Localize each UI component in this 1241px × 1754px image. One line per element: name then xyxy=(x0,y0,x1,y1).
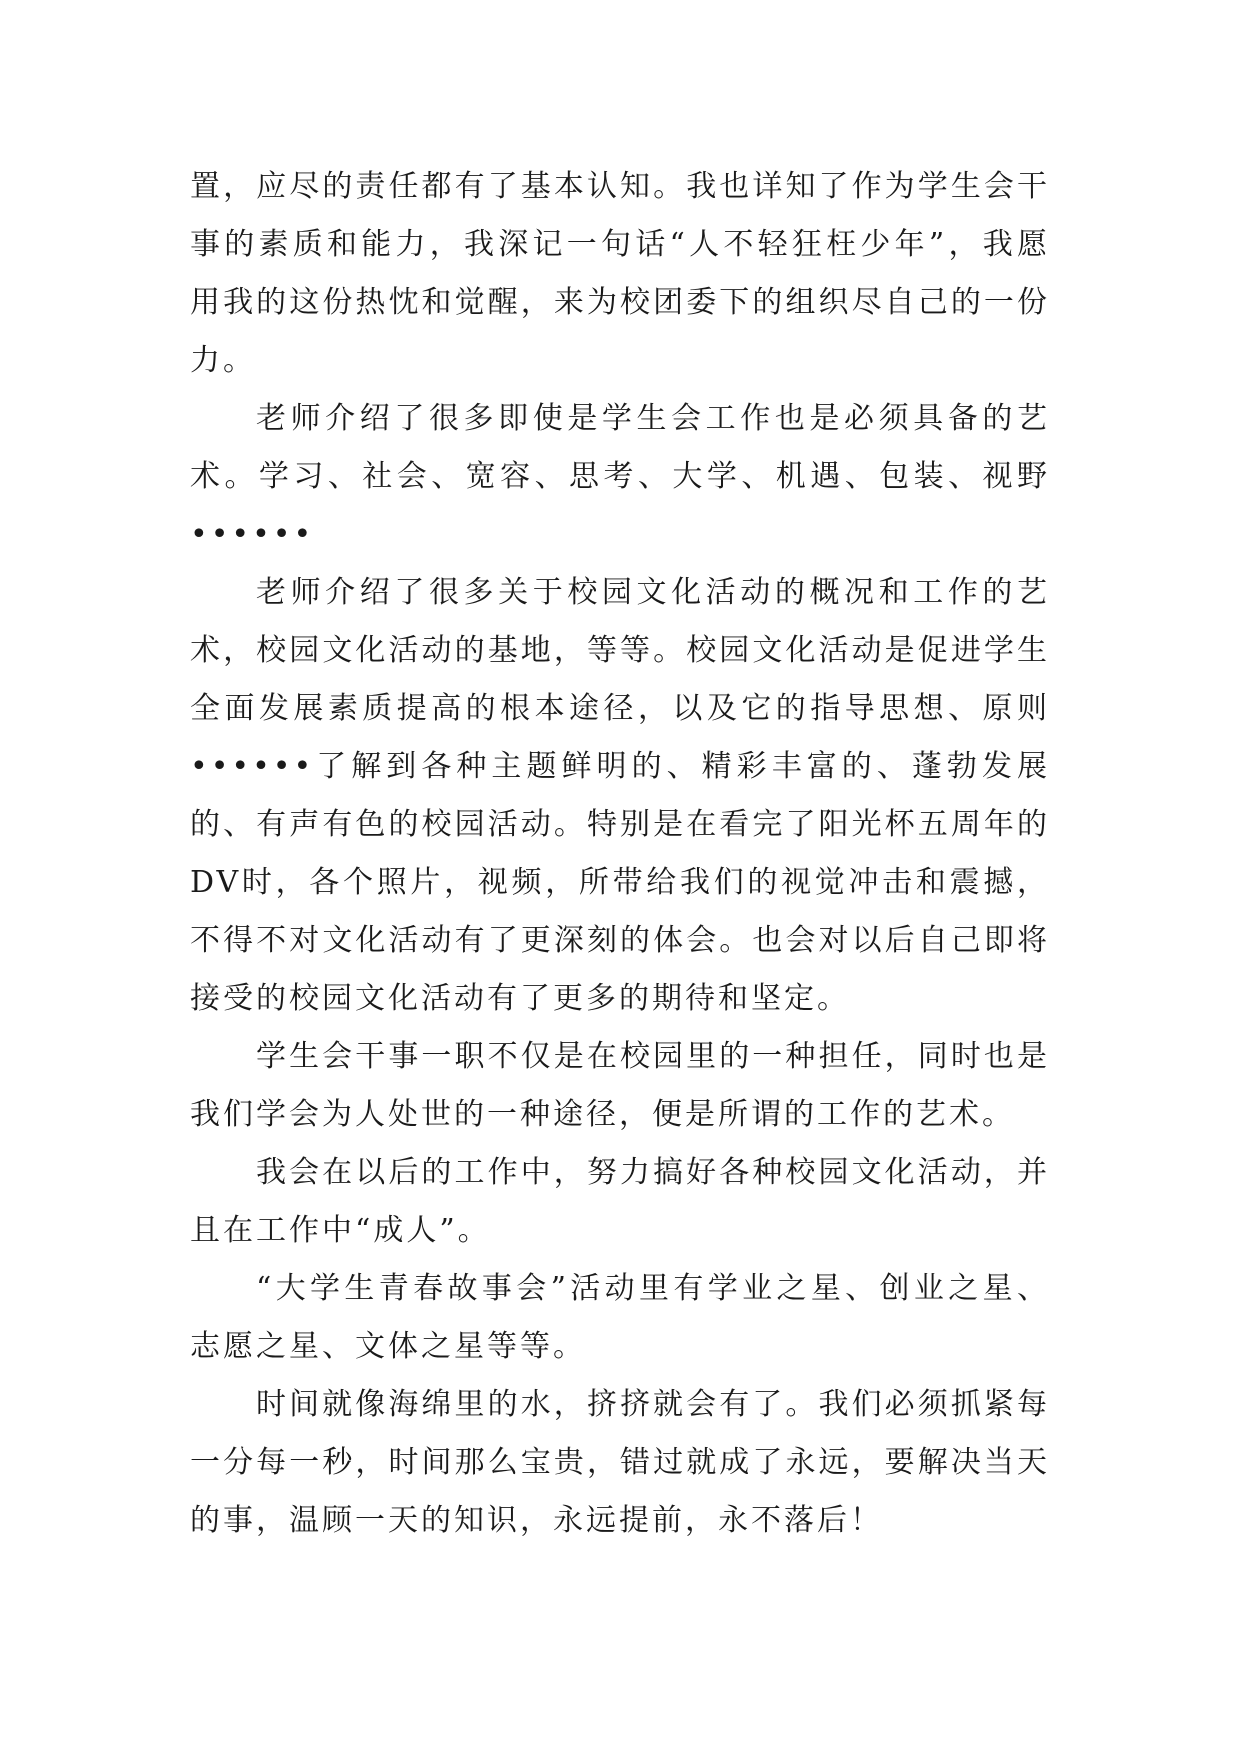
paragraph-1: 置，应尽的责任都有了基本认知。我也详知了作为学生会干事的素质和能力，我深记一句话“人不轻狂枉少年”，我愿用我的这份热忱和觉醒，来为校团委下的组织尽自己的一份力。 xyxy=(190,169,1050,378)
document-body xyxy=(190,158,1050,1550)
paragraph-5: 我会在以后的工作中，努力搞好各种校园文化活动，并且在工作中“成人”。 xyxy=(190,1155,1050,1248)
paragraph-3: 老师介绍了很多关于校园文化活动的概况和工作的艺术，校园文化活动的基地，等等。校园文化活动是促进学生全面发展素质提高的根本途径，以及它的指导思想、原则••••••了解到各种主题鲜明的、精彩丰富的、蓬勃发展的、有声有色的校园活动。特别是在看完了阳光杯五周年的DV时，各个照片，视频，所带给我们的视觉冲击和震撼，不得不对文化活动有了更深刻的体会。也会对以后自己即将接受的校园文化活动有了更多的期待和坚定。 xyxy=(190,575,1050,1016)
paragraph-4: 学生会干事一职不仅是在校园里的一种担任，同时也是我们学会为人处世的一种途径，便是所谓的工作的艺术。 xyxy=(190,1039,1050,1132)
paragraph-2: 老师介绍了很多即使是学生会工作也是必须具备的艺术。学习、社会、宽容、思考、大学、机遇、包装、视野•••••• xyxy=(190,401,1050,552)
paragraph-6: “大学生青春故事会”活动里有学业之星、创业之星、志愿之星、文体之星等等。 xyxy=(190,1271,1050,1364)
paragraph-7: 时间就像海绵里的水，挤挤就会有了。我们必须抓紧每一分每一秒，时间那么宝贵，错过就成了永远，要解决当天的事，温顾一天的知识，永远提前，永不落后！ xyxy=(190,1387,1050,1538)
